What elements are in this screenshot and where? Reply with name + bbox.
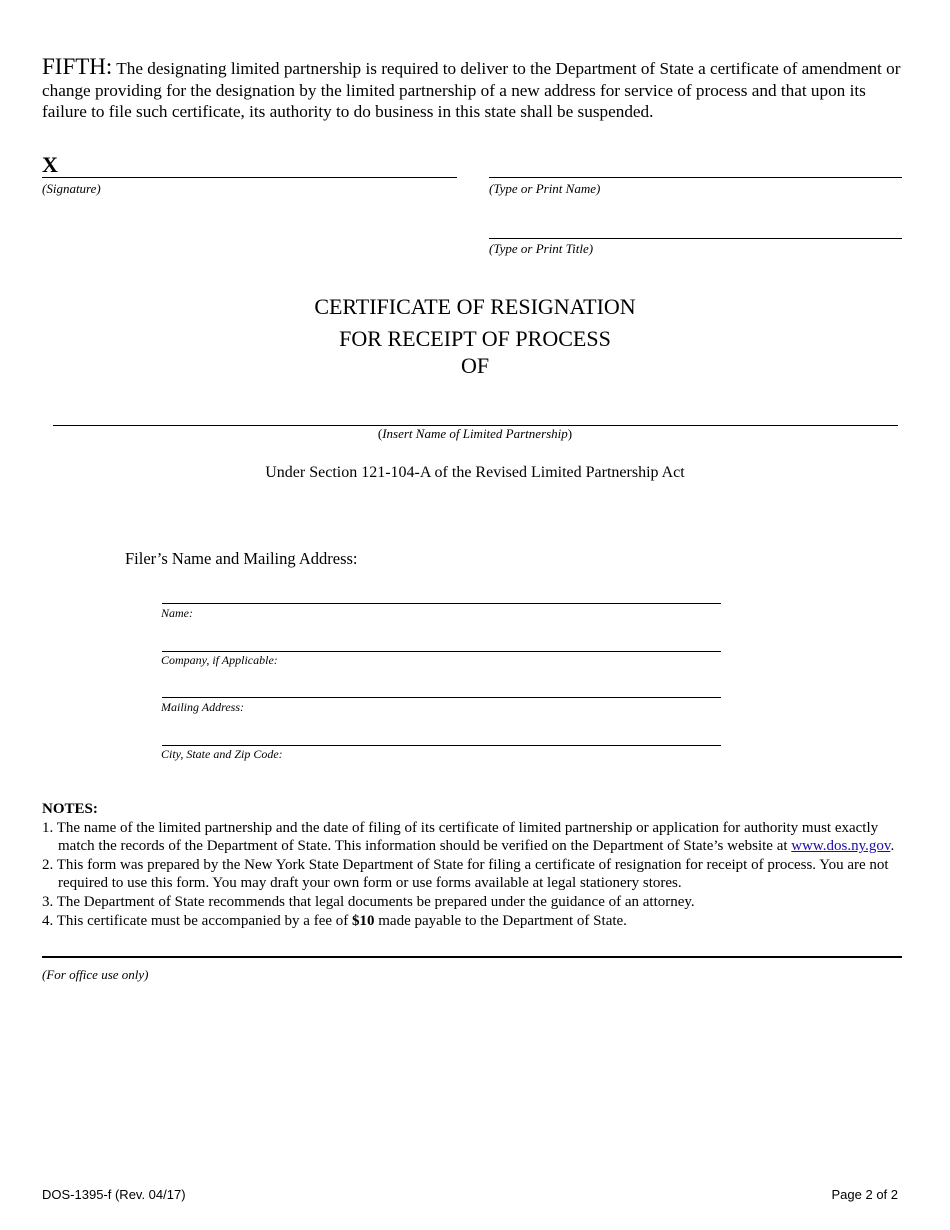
- page-number: Page 2 of 2: [831, 1187, 898, 1202]
- certificate-title-line2: FOR RECEIPT OF PROCESS: [339, 326, 611, 351]
- note-4-post: made payable to the Department of State.: [374, 912, 627, 929]
- filer-heading: Filer’s Name and Mailing Address:: [125, 549, 358, 568]
- note-4: [42, 912, 912, 931]
- dos-website-link[interactable]: www.dos.ny.gov: [791, 838, 891, 855]
- office-use-divider: [42, 956, 902, 958]
- form-id: DOS-1395-f (Rev. 04/17): [42, 1187, 186, 1202]
- print-name-label: (Type or Print Name): [489, 181, 601, 196]
- certificate-title-line3: OF: [460, 353, 490, 378]
- office-use-label: (For office use only): [42, 967, 149, 982]
- notes-list: [42, 819, 912, 931]
- notes-section: [42, 800, 912, 930]
- paren-open: (: [377, 426, 383, 441]
- filer-city-label: City, State and Zip Code:: [161, 747, 283, 761]
- fifth-paragraph: [42, 56, 912, 123]
- print-title-line[interactable]: [489, 238, 902, 239]
- filer-name-line[interactable]: [162, 603, 721, 604]
- signature-x-mark: X: [42, 152, 58, 177]
- insert-name-label: Insert Name of Limited Partnership: [382, 426, 568, 441]
- print-name-line[interactable]: [489, 177, 902, 178]
- note-1-text: 1. The name of the limited partnership and the date of filing of its certificate of limited partnership or application for authority must exactly match the records of the Department of State. This information should be verified on the Department of State’s website at: [42, 819, 879, 855]
- fifth-text: The designating limited partnership is required to deliver to the Department of State a certificate of amendment or change providing for the designation by the limited partnership of a new address for service of process and that upon its failure to file such certificate, its authority to do business in this state shall be suspended.: [42, 59, 901, 121]
- note-1-end: .: [890, 838, 895, 855]
- filer-company-label: Company, if Applicable:: [161, 653, 278, 667]
- certificate-title-line1: CERTIFICATE OF RESIGNATION: [314, 294, 636, 319]
- filer-name-label: Name:: [161, 606, 193, 620]
- note-2: 2. This form was prepared by the New York State Department of State for filing a certificate of resignation for receipt of process. You are not required to use this form. You may draft your own form or use forms available at legal stationery stores.: [42, 856, 889, 892]
- note-3: 3. The Department of State recommends that legal documents be prepared under the guidance of an attorney.: [42, 893, 695, 910]
- section-reference: Under Section 121-104-A of the Revised Limited Partnership Act: [265, 464, 685, 481]
- fee-amount: $10: [352, 912, 375, 929]
- filer-company-line[interactable]: [162, 651, 721, 652]
- notes-heading: NOTES:: [42, 801, 98, 817]
- filer-mailing-line[interactable]: [162, 697, 721, 698]
- fifth-lead: FIFTH:: [42, 54, 113, 79]
- filer-city-line[interactable]: [162, 745, 721, 746]
- signature-line[interactable]: [42, 177, 457, 178]
- note-4-pre: 4. This certificate must be accompanied by a fee of: [42, 912, 353, 929]
- note-1: [42, 819, 912, 856]
- filer-mailing-label: Mailing Address:: [161, 700, 244, 714]
- partnership-name-label: [0, 426, 950, 442]
- signature-label: (Signature): [42, 181, 101, 196]
- print-title-label: (Type or Print Title): [489, 241, 594, 256]
- paren-close: ): [567, 426, 573, 441]
